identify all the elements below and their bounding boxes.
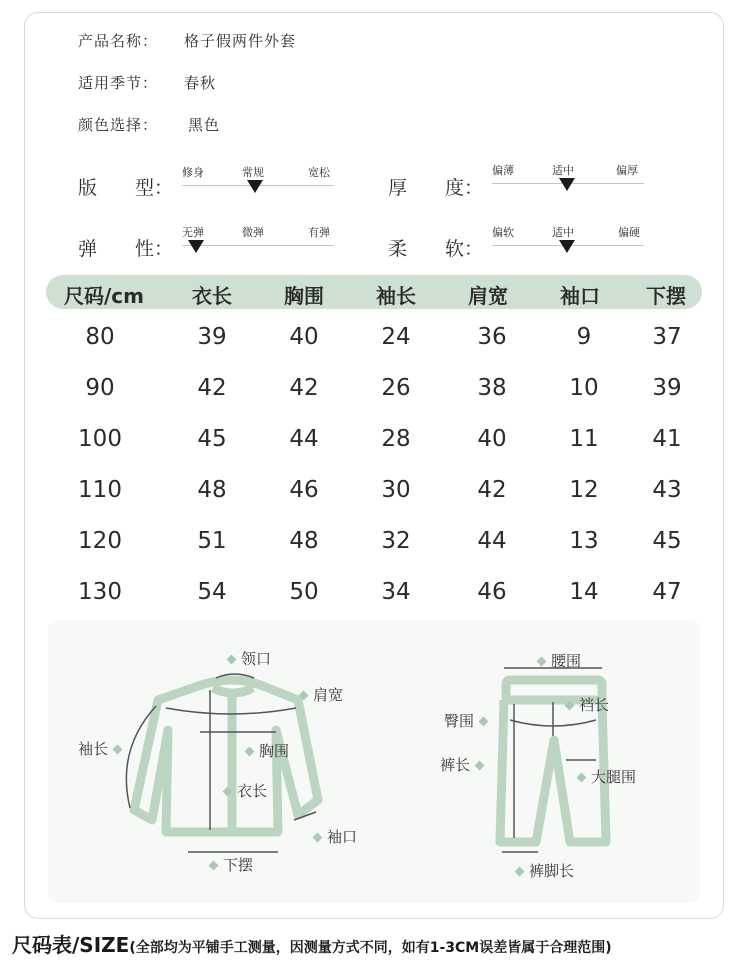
info-value: 格子假两件外套	[184, 32, 297, 50]
measure-cell: 12	[569, 477, 599, 503]
diamond-icon	[565, 701, 575, 711]
elasticity-label: 弹 性：	[78, 238, 174, 260]
diamond-icon	[577, 773, 587, 783]
scale-option: 有弹	[308, 226, 330, 239]
measure-cell: 42	[289, 375, 319, 401]
measure-cell: 50	[289, 579, 319, 605]
info-row-season	[78, 72, 216, 93]
measure-cell: 24	[381, 324, 411, 350]
footer-title: 尺码表/SIZE	[12, 933, 130, 957]
label-shoulder: 肩宽	[294, 684, 343, 705]
measure-cell: 46	[477, 579, 507, 605]
thickness-label: 厚 度：	[388, 177, 484, 199]
scale-option: 偏厚	[616, 164, 638, 177]
measurement-diagram	[48, 620, 700, 903]
size-cell: 90	[85, 375, 115, 401]
scale-option: 偏薄	[492, 164, 514, 177]
measure-cell: 43	[652, 477, 682, 503]
label-chest: 胸围	[240, 740, 289, 761]
measure-cell: 42	[197, 375, 227, 401]
scale-marker-icon	[559, 240, 575, 253]
measure-cell: 46	[289, 477, 319, 503]
scale-option: 偏软	[492, 226, 514, 239]
diamond-icon	[313, 833, 323, 843]
fit-label: 版 型：	[78, 177, 174, 199]
scale-marker-icon	[188, 240, 204, 253]
garment-illustration	[48, 620, 700, 903]
label-crotch: 裆长	[560, 694, 609, 715]
measure-cell: 30	[381, 477, 411, 503]
label-pants-length: 裤长	[440, 754, 489, 775]
scale-marker-icon	[247, 180, 263, 193]
measure-cell: 9	[576, 324, 592, 350]
measure-cell: 39	[197, 324, 227, 350]
measure-cell: 26	[381, 375, 411, 401]
diamond-icon	[479, 717, 489, 727]
measure-cell: 37	[652, 324, 682, 350]
jacket-outline-icon	[134, 680, 318, 832]
softness-label: 柔 软：	[388, 238, 484, 260]
scale-track	[182, 245, 334, 246]
footer-note	[12, 929, 612, 958]
size-table-header	[46, 275, 702, 309]
footer-disclaimer: (全部均为平铺手工测量，因测量方式不同，如有1-3CM误差皆属于合理范围)	[129, 940, 612, 956]
measure-cell: 51	[197, 528, 227, 554]
measure-cell: 13	[569, 528, 599, 554]
measure-cell: 38	[477, 375, 507, 401]
elasticity-scale	[182, 224, 334, 264]
size-cell: 80	[85, 324, 115, 350]
info-row-product-name	[78, 30, 296, 51]
column-header: 下摆	[646, 284, 686, 308]
info-label: 颜色选择：	[78, 116, 159, 134]
scale-option: 修身	[182, 166, 204, 179]
fit-scale	[182, 164, 334, 204]
measure-cell: 40	[477, 426, 507, 452]
size-cell: 100	[78, 426, 122, 452]
scale-marker-icon	[559, 178, 575, 191]
measure-cell: 34	[381, 579, 411, 605]
column-header: 袖口	[560, 284, 600, 308]
measure-cell: 45	[197, 426, 227, 452]
scale-option: 无弹	[182, 226, 204, 239]
measure-cell: 10	[569, 375, 599, 401]
measure-cell: 54	[197, 579, 227, 605]
column-header: 尺码/cm	[64, 284, 144, 308]
measure-cell: 48	[197, 477, 227, 503]
measure-cell: 47	[652, 579, 682, 605]
label-sleeve: 袖长	[78, 738, 127, 759]
label-leg-opening: 裤脚长	[510, 860, 574, 881]
diamond-icon	[113, 745, 123, 755]
size-cell: 110	[78, 477, 122, 503]
measure-cell: 28	[381, 426, 411, 452]
measure-cell: 14	[569, 579, 599, 605]
measure-cell: 41	[652, 426, 682, 452]
measure-cell: 11	[569, 426, 599, 452]
column-header: 胸围	[284, 284, 324, 308]
diamond-icon	[227, 655, 237, 665]
label-cuff: 袖口	[308, 826, 357, 847]
measure-cell: 42	[477, 477, 507, 503]
column-header: 袖长	[376, 284, 416, 308]
measure-cell: 39	[652, 375, 682, 401]
diamond-icon	[515, 867, 525, 877]
diamond-icon	[245, 747, 255, 757]
diamond-icon	[299, 691, 309, 701]
thickness-scale	[492, 162, 644, 202]
scale-option: 微弹	[242, 226, 264, 239]
diamond-icon	[475, 761, 485, 771]
scale-option: 适中	[552, 226, 574, 239]
measure-cell: 36	[477, 324, 507, 350]
info-label: 产品名称：	[78, 32, 159, 50]
measure-cell: 32	[381, 528, 411, 554]
label-hem: 下摆	[204, 854, 253, 875]
column-header: 肩宽	[468, 284, 508, 308]
column-header: 衣长	[192, 284, 232, 308]
scale-option: 偏硬	[618, 226, 640, 239]
label-thigh: 大腿围	[572, 766, 636, 787]
scale-option: 常规	[242, 166, 264, 179]
label-hip: 臀围	[444, 710, 493, 731]
measure-cell: 44	[289, 426, 319, 452]
measure-cell: 48	[289, 528, 319, 554]
measure-cell: 44	[477, 528, 507, 554]
measure-cell: 45	[652, 528, 682, 554]
info-label: 适用季节：	[78, 74, 159, 92]
scale-option: 适中	[552, 164, 574, 177]
size-cell: 130	[78, 579, 122, 605]
measure-cell: 40	[289, 324, 319, 350]
diamond-icon	[223, 787, 233, 797]
diamond-icon	[209, 861, 219, 871]
info-value: 春秋	[184, 74, 217, 92]
scale-option: 宽松	[308, 166, 330, 179]
size-cell: 120	[78, 528, 122, 554]
label-length: 衣长	[218, 780, 267, 801]
label-waist: 腰围	[532, 650, 581, 671]
softness-scale	[492, 224, 644, 264]
diamond-icon	[537, 657, 547, 667]
info-value: 黑色	[188, 116, 221, 134]
label-collar: 领口	[222, 648, 271, 669]
info-row-color	[78, 114, 220, 135]
